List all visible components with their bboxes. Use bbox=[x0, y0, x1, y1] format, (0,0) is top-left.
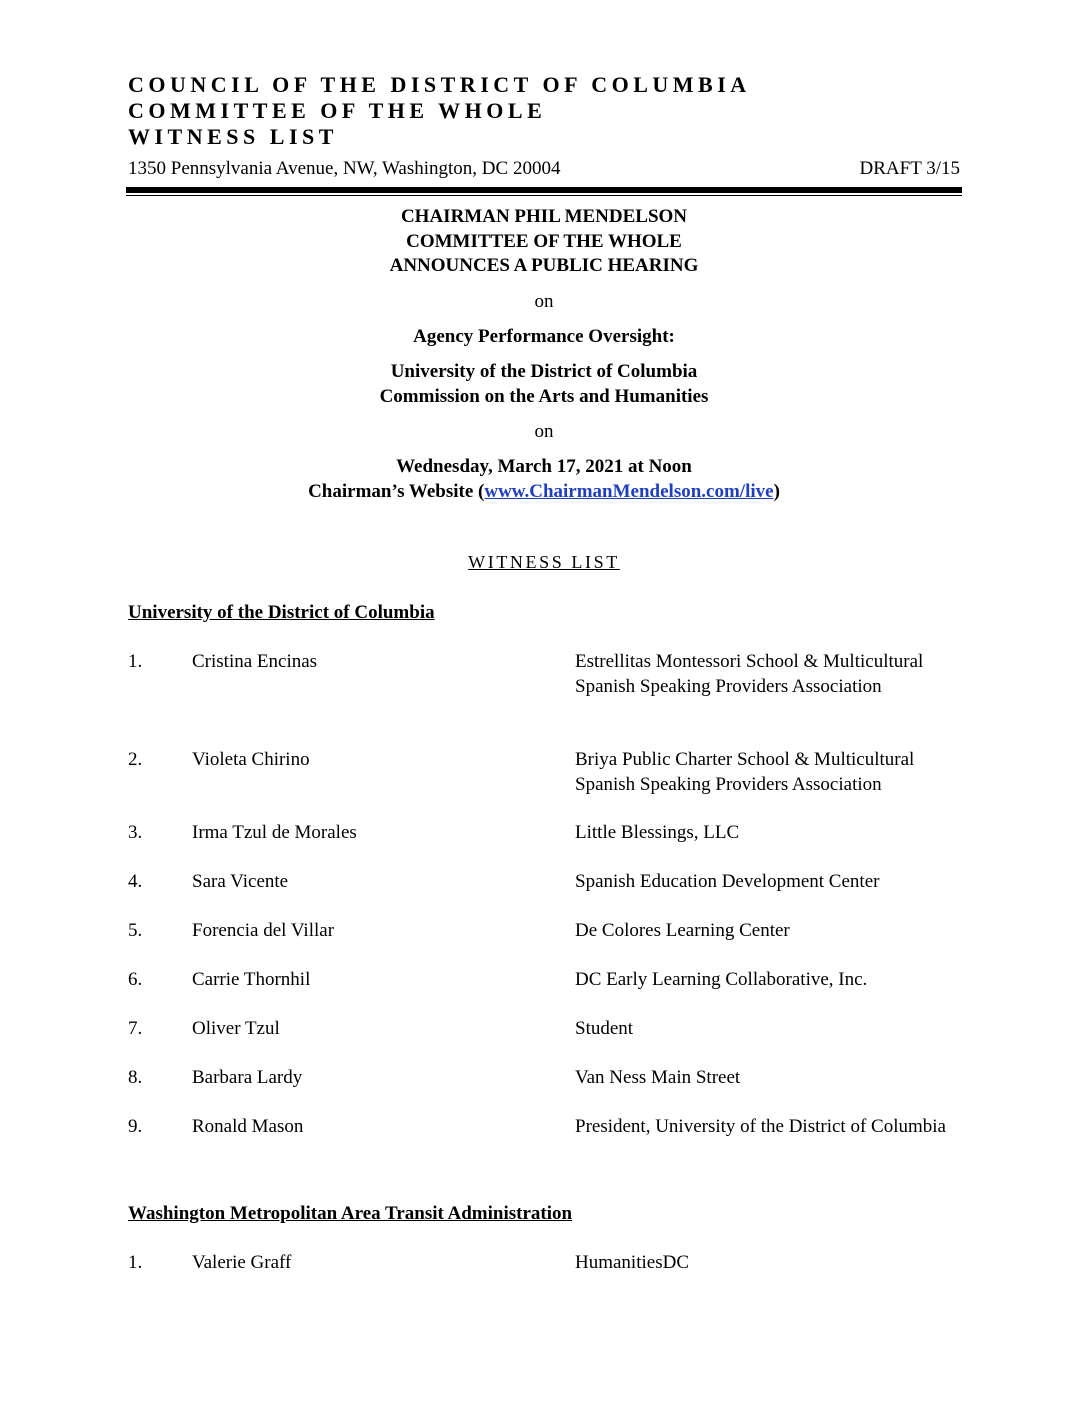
witness-number: 9. bbox=[128, 1116, 143, 1137]
on-text-2: on bbox=[534, 421, 554, 442]
witness-organization: Briya Public Charter School & Multicultural Spanish Speaking Providers Association bbox=[575, 749, 915, 795]
agencies bbox=[128, 360, 960, 409]
witness-organization: President, University of the District of Columbia bbox=[575, 1116, 946, 1137]
website-line bbox=[128, 480, 960, 505]
announcement-header bbox=[128, 205, 960, 279]
witness-number: 3. bbox=[128, 822, 143, 843]
witness-organization: Spanish Education Development Center bbox=[575, 871, 880, 892]
witness-number: 8. bbox=[128, 1067, 143, 1088]
witness-name: Forencia del Villar bbox=[192, 920, 335, 941]
witness-number: 1. bbox=[128, 651, 143, 672]
witness-organization: Estrellitas Montessori School & Multicultural Spanish Speaking Providers Association bbox=[575, 651, 924, 697]
witness-organization: De Colores Learning Center bbox=[575, 920, 790, 941]
witness-name: Ronald Mason bbox=[192, 1116, 304, 1137]
letterhead-doc-type: WITNESS LIST bbox=[128, 124, 338, 149]
hearing-topic: Agency Performance Oversight: bbox=[413, 326, 675, 347]
address: 1350 Pennsylvania Avenue, NW, Washington, DC 20004 bbox=[128, 158, 561, 179]
witness-organization: Van Ness Main Street bbox=[575, 1067, 741, 1088]
section-heading: Washington Metropolitan Area Transit Administration bbox=[128, 1203, 573, 1224]
letterhead-committee: COMMITTEE OF THE WHOLE bbox=[128, 98, 547, 123]
section-heading: University of the District of Columbia bbox=[128, 602, 435, 623]
witness-organization: Little Blessings, LLC bbox=[575, 822, 740, 843]
hearing-date-block bbox=[128, 455, 960, 504]
header-rule-thick bbox=[126, 187, 962, 193]
witness-list-title: WITNESS LIST bbox=[468, 552, 620, 572]
witness-number: 6. bbox=[128, 969, 143, 990]
witness-number: 7. bbox=[128, 1018, 143, 1039]
witness-name: Irma Tzul de Morales bbox=[192, 822, 357, 843]
agency-arts: Commission on the Arts and Humanities bbox=[379, 385, 709, 407]
committee-name: COMMITTEE OF THE WHOLE bbox=[406, 230, 682, 252]
witness-name: Carrie Thornhil bbox=[192, 969, 311, 990]
witness-organization: HumanitiesDC bbox=[575, 1252, 689, 1273]
address-row bbox=[128, 157, 960, 181]
website-link[interactable]: www.ChairmanMendelson.com/live bbox=[484, 480, 774, 502]
draft-label: DRAFT 3/15 bbox=[859, 158, 960, 179]
witness-name: Valerie Graff bbox=[192, 1252, 292, 1273]
letterhead bbox=[128, 72, 751, 150]
on-text-1: on bbox=[534, 291, 554, 312]
witness-number: 4. bbox=[128, 871, 143, 892]
website-close: ) bbox=[773, 480, 780, 502]
witness-organization: Student bbox=[575, 1018, 634, 1039]
header-rule-thin bbox=[126, 195, 962, 196]
witness-name: Barbara Lardy bbox=[192, 1067, 303, 1088]
witness-number: 5. bbox=[128, 920, 143, 941]
witness-name: Sara Vicente bbox=[192, 871, 289, 892]
witness-name: Cristina Encinas bbox=[192, 651, 318, 672]
letterhead-council: COUNCIL OF THE DISTRICT OF COLUMBIA bbox=[128, 72, 751, 97]
witness-organization: DC Early Learning Collaborative, Inc. bbox=[575, 969, 868, 990]
hearing-announcement: ANNOUNCES A PUBLIC HEARING bbox=[389, 255, 699, 276]
witness-name: Oliver Tzul bbox=[192, 1018, 280, 1039]
chairman-name: CHAIRMAN PHIL MENDELSON bbox=[400, 206, 688, 227]
witness-number: 1. bbox=[128, 1252, 143, 1273]
hearing-date: Wednesday, March 17, 2021 at Noon bbox=[396, 456, 692, 477]
witness-name: Violeta Chirino bbox=[192, 749, 310, 770]
witness-number: 2. bbox=[128, 749, 143, 770]
website-label: Chairman’s Website ( bbox=[308, 480, 485, 502]
agency-udc: University of the District of Columbia bbox=[390, 361, 698, 382]
